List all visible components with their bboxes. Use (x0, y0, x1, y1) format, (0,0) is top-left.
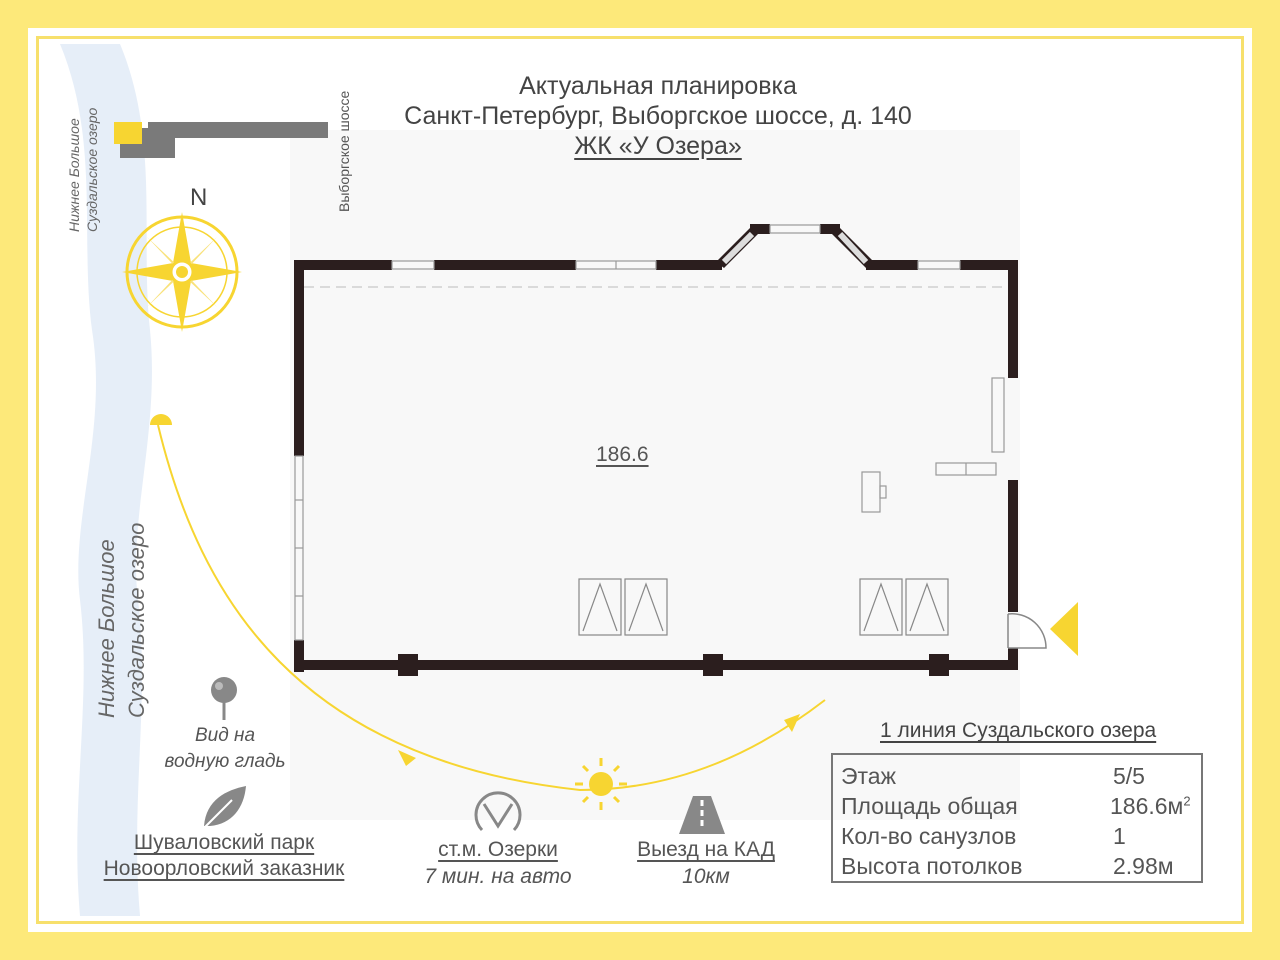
kad-distance: 10км (682, 865, 730, 888)
view-label-line1: Вид на (194, 725, 256, 746)
header-title: Актуальная планировка (519, 72, 797, 100)
view-label (140, 723, 310, 775)
entrance-arrow-icon (1050, 602, 1078, 656)
complex-name[interactable]: ЖК «У Озера» (574, 132, 742, 160)
faint-background (290, 130, 1020, 820)
lake-label-small (65, 108, 101, 232)
park-label (64, 830, 384, 882)
info-row-value (1110, 793, 1191, 820)
reserve-link[interactable]: Новоорловский заказник (103, 857, 345, 880)
kad-link[interactable]: Выезд на КАД (637, 838, 775, 861)
north-label: N (190, 184, 208, 211)
metro-link[interactable]: ст.м. Озерки (438, 838, 558, 861)
pin-icon (211, 677, 237, 720)
lake-label-large-line1: Нижнее Большое (94, 539, 119, 718)
metro-label (398, 836, 598, 890)
metro-time: 7 мин. на авто (424, 865, 572, 888)
info-row-value: 5/5 (1113, 763, 1145, 789)
info-row-value: 1 (1113, 823, 1126, 849)
info-table (831, 753, 1203, 883)
kad-label (610, 836, 802, 890)
room-area-label: 186.6 (596, 443, 649, 466)
info-row-value: 2.98м (1113, 853, 1174, 879)
leaf-icon (202, 786, 246, 830)
view-label-line2: водную гладь (164, 751, 286, 772)
info-row-label: Высота потолков (841, 853, 1023, 879)
park-link[interactable]: Шуваловский парк (133, 831, 315, 854)
highway-label: Выборгское шоссе (336, 90, 352, 212)
lake-label-large (92, 523, 152, 718)
lake-label-small-line2: Суздальское озеро (84, 107, 100, 232)
info-row-label: Кол-во санузлов (841, 823, 1017, 849)
header-address: Санкт-Петербург, Выборгское шоссе, д. 140 (404, 102, 912, 130)
info-area-sup: 2 (1183, 793, 1191, 809)
lake-label-large-line2: Суздальское озеро (124, 522, 149, 718)
header-complex (340, 132, 976, 161)
info-area-value: 186.6м (1110, 793, 1184, 819)
info-row-label: Этаж (841, 763, 896, 789)
info-row-label: Площадь общая (841, 793, 1018, 819)
info-title: 1 линия Суздальского озера (880, 719, 1157, 742)
lake-label-small-line1: Нижнее Большое (66, 118, 82, 232)
sunrise-half-circle-icon (150, 414, 172, 425)
